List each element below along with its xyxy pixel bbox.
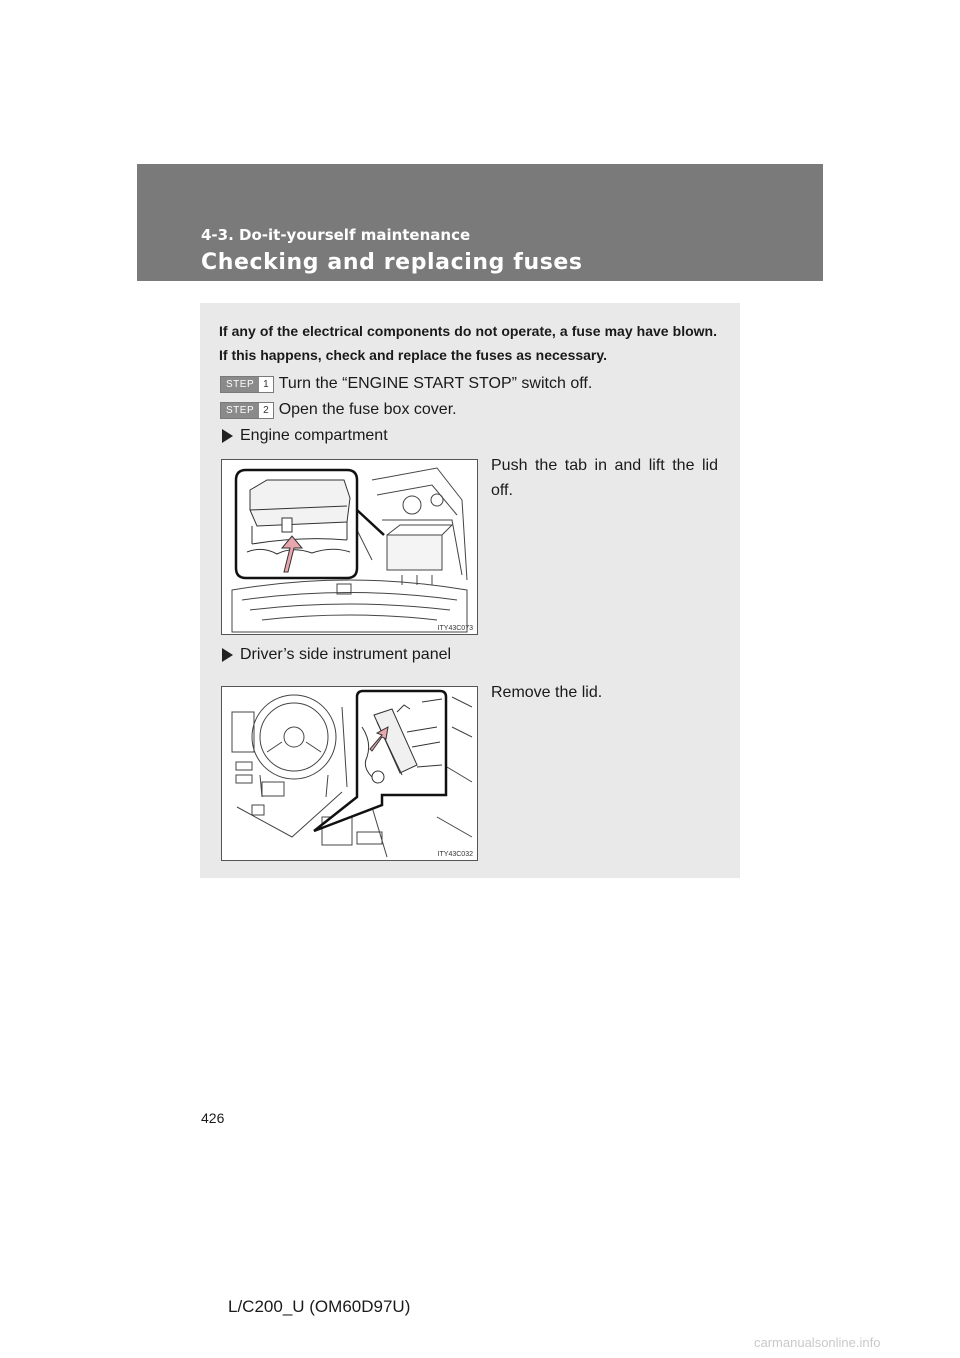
instrument-panel-instruction: Remove the lid. [491, 684, 603, 701]
triangle-bullet-icon [222, 429, 233, 443]
step-badge-label: STEP [221, 403, 259, 418]
step-text: Turn the “ENGINE START STOP” switch off. [278, 375, 593, 392]
engine-compartment-figure [221, 459, 478, 635]
step-1 [220, 375, 592, 393]
step-badge-number: 1 [263, 378, 269, 390]
figure-code: ITY43C073 [437, 625, 473, 632]
step-badge-number: 2 [263, 404, 269, 416]
page-title: Checking and replacing fuses [201, 250, 583, 275]
engine-compartment-instruction: Push the tab in and lift the lid off. [491, 457, 718, 499]
location-heading-instrument-panel [222, 646, 451, 664]
step-badge-label: STEP [221, 377, 259, 392]
figure-code: ITY43C032 [437, 851, 473, 858]
location-heading-text: Driver’s side instrument panel [240, 646, 452, 663]
step-badge [220, 376, 274, 393]
triangle-bullet-icon [222, 648, 233, 662]
intro-text: If any of the electrical components do not operate, a fuse may have blown. If this happens, check and replace the fuses as necessary. [219, 323, 717, 363]
step-text: Open the fuse box cover. [278, 401, 457, 418]
section-label: 4-3. Do-it-yourself maintenance [201, 226, 471, 244]
instrument-panel-illustration [222, 687, 477, 860]
document-id: L/C200_U (OM60D97U) [228, 1297, 411, 1316]
page-number: 426 [201, 1110, 225, 1126]
step-2 [220, 401, 457, 419]
step-badge [220, 402, 274, 419]
watermark: carmanualsonline.info [754, 1335, 881, 1350]
location-heading-text: Engine compartment [240, 427, 388, 444]
instruction-panel [200, 303, 740, 878]
instrument-panel-figure [221, 686, 478, 861]
engine-compartment-illustration [222, 460, 477, 634]
location-heading-engine [222, 427, 388, 445]
section-header [137, 164, 823, 281]
